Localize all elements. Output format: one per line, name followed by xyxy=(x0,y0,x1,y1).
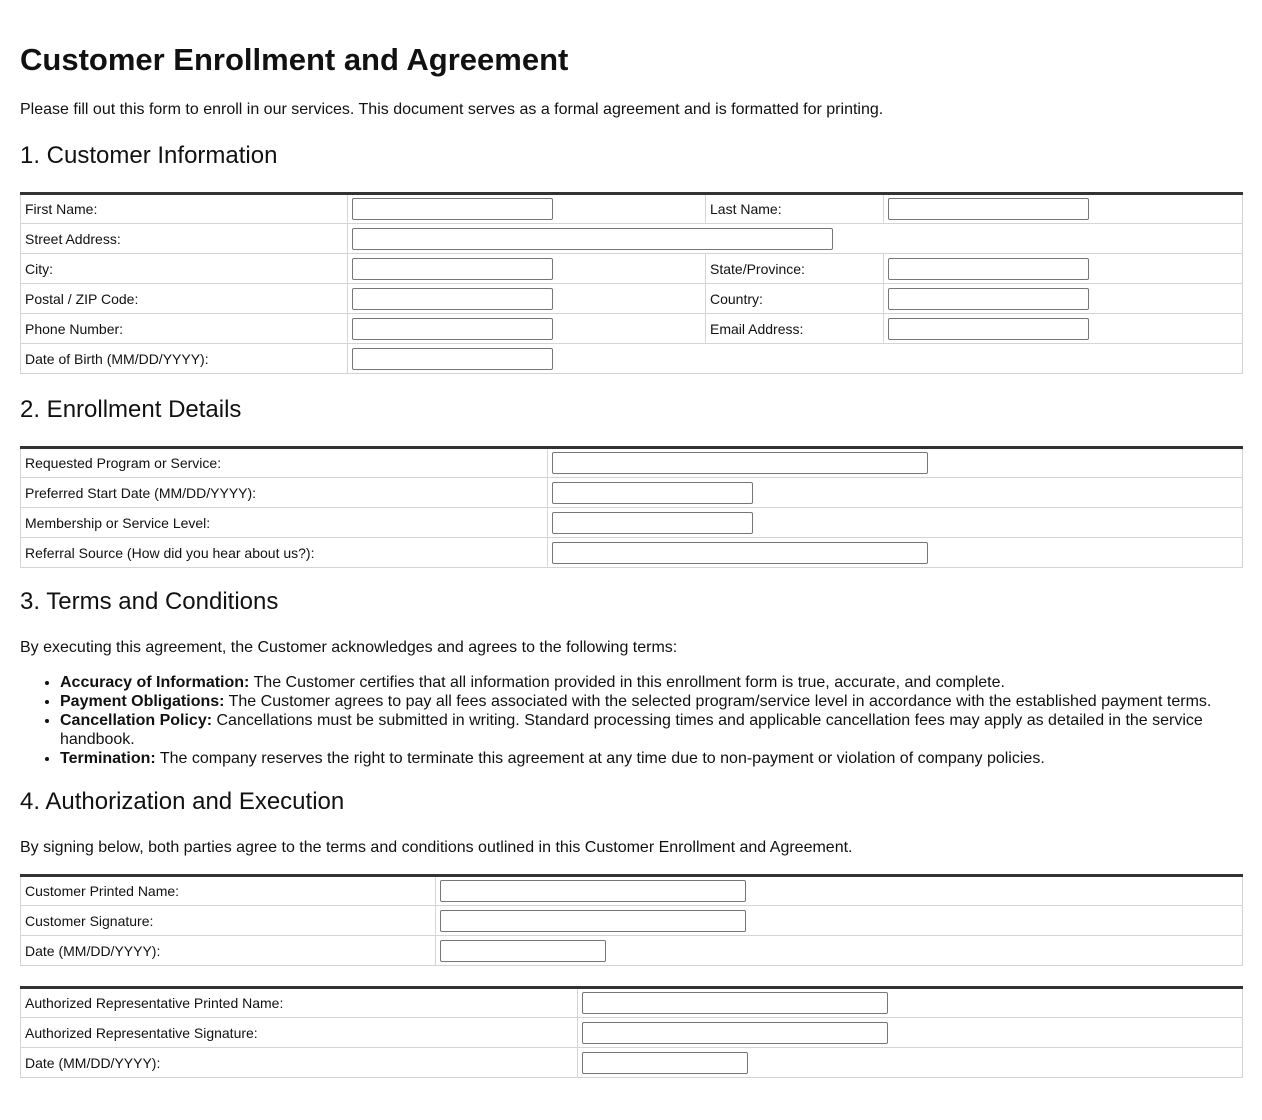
last-name-field[interactable] xyxy=(888,198,1089,220)
state-province-field[interactable] xyxy=(888,258,1089,280)
table-row xyxy=(21,936,1243,966)
term-title: Accuracy of Information: xyxy=(60,674,250,691)
table-row xyxy=(21,538,1243,568)
term-text: The Customer certifies that all information provided in this enrollment form is true, accurate, and complete. xyxy=(249,674,1005,691)
terms-intro-text: By executing this agreement, the Customer acknowledges and agrees to the following terms: xyxy=(20,639,678,656)
table-row xyxy=(21,314,1243,344)
rep-signature-label: Authorized Representative Signature: xyxy=(21,1018,578,1048)
table-row xyxy=(21,224,1243,254)
postal-code-field[interactable] xyxy=(352,288,553,310)
customer-signature-table xyxy=(20,874,1243,966)
phone-number-field[interactable] xyxy=(352,318,553,340)
street-address-label: Street Address: xyxy=(21,224,348,254)
customer-information-table xyxy=(20,192,1243,374)
requested-program-label: Requested Program or Service: xyxy=(21,448,548,478)
table-row xyxy=(21,284,1243,314)
city-field[interactable] xyxy=(352,258,553,280)
date-of-birth-label: Date of Birth (MM/DD/YYYY): xyxy=(21,344,348,374)
table-row xyxy=(21,876,1243,906)
customer-printed-name-field[interactable] xyxy=(440,880,746,902)
first-name-label: First Name: xyxy=(21,194,348,224)
rep-signature-field[interactable] xyxy=(582,1022,888,1044)
rep-date-field[interactable] xyxy=(582,1052,748,1074)
rep-printed-name-label: Authorized Representative Printed Name: xyxy=(21,988,578,1018)
table-row xyxy=(21,1048,1243,1078)
intro-text: Please fill out this form to enroll in our services. This document serves as a formal agreement and is formatted for printing. xyxy=(20,101,884,118)
first-name-field[interactable] xyxy=(352,198,553,220)
list-item xyxy=(60,711,1242,749)
postal-code-label: Postal / ZIP Code: xyxy=(21,284,348,314)
email-address-field[interactable] xyxy=(888,318,1089,340)
page-title: Customer Enrollment and Agreement xyxy=(20,42,569,77)
street-address-field[interactable] xyxy=(352,228,833,250)
customer-printed-name-label: Customer Printed Name: xyxy=(21,876,436,906)
list-item xyxy=(60,749,1242,768)
section-heading-customer-information: 1. Customer Information xyxy=(20,142,278,169)
table-row xyxy=(21,988,1243,1018)
table-row xyxy=(21,448,1243,478)
section-heading-authorization: 4. Authorization and Execution xyxy=(20,788,345,815)
table-row xyxy=(21,906,1243,936)
list-item xyxy=(60,692,1242,711)
customer-signature-label: Customer Signature: xyxy=(21,906,436,936)
last-name-label: Last Name: xyxy=(706,194,884,224)
rep-date-label: Date (MM/DD/YYYY): xyxy=(21,1048,578,1078)
table-row xyxy=(21,478,1243,508)
term-text: The Customer agrees to pay all fees associated with the selected program/service level in accordance with the established payment terms. xyxy=(224,693,1212,710)
customer-signature-field[interactable] xyxy=(440,910,746,932)
country-field[interactable] xyxy=(888,288,1089,310)
table-row xyxy=(21,254,1243,284)
requested-program-field[interactable] xyxy=(552,452,928,474)
customer-date-label: Date (MM/DD/YYYY): xyxy=(21,936,436,966)
table-row xyxy=(21,194,1243,224)
term-text: Cancellations must be submitted in writing. Standard processing times and applicable cancellation fees may apply as detailed in the service handbook. xyxy=(60,712,1203,748)
section-heading-enrollment-details: 2. Enrollment Details xyxy=(20,396,242,423)
state-province-label: State/Province: xyxy=(706,254,884,284)
term-title: Cancellation Policy: xyxy=(60,712,213,729)
table-row xyxy=(21,344,1243,374)
terms-list xyxy=(20,673,1242,768)
section-heading-terms-and-conditions: 3. Terms and Conditions xyxy=(20,588,279,615)
table-row xyxy=(21,1018,1243,1048)
membership-level-label: Membership or Service Level: xyxy=(21,508,548,538)
table-row xyxy=(21,508,1243,538)
preferred-start-date-label: Preferred Start Date (MM/DD/YYYY): xyxy=(21,478,548,508)
membership-level-field[interactable] xyxy=(552,512,753,534)
rep-printed-name-field[interactable] xyxy=(582,992,888,1014)
referral-source-field[interactable] xyxy=(552,542,928,564)
email-address-label: Email Address: xyxy=(706,314,884,344)
term-title: Termination: xyxy=(60,750,156,767)
city-label: City: xyxy=(21,254,348,284)
referral-source-label: Referral Source (How did you hear about us?): xyxy=(21,538,548,568)
date-of-birth-field[interactable] xyxy=(352,348,553,370)
term-title: Payment Obligations: xyxy=(60,693,225,710)
list-item xyxy=(60,673,1242,692)
authorization-intro-text: By signing below, both parties agree to the terms and conditions outlined in this Customer Enrollment and Agreement. xyxy=(20,839,853,856)
preferred-start-date-field[interactable] xyxy=(552,482,753,504)
phone-number-label: Phone Number: xyxy=(21,314,348,344)
customer-date-field[interactable] xyxy=(440,940,606,962)
country-label: Country: xyxy=(706,284,884,314)
enrollment-details-table xyxy=(20,446,1243,568)
term-text: The company reserves the right to terminate this agreement at any time due to non-payment or violation of company policies. xyxy=(155,750,1045,767)
representative-signature-table xyxy=(20,986,1243,1078)
